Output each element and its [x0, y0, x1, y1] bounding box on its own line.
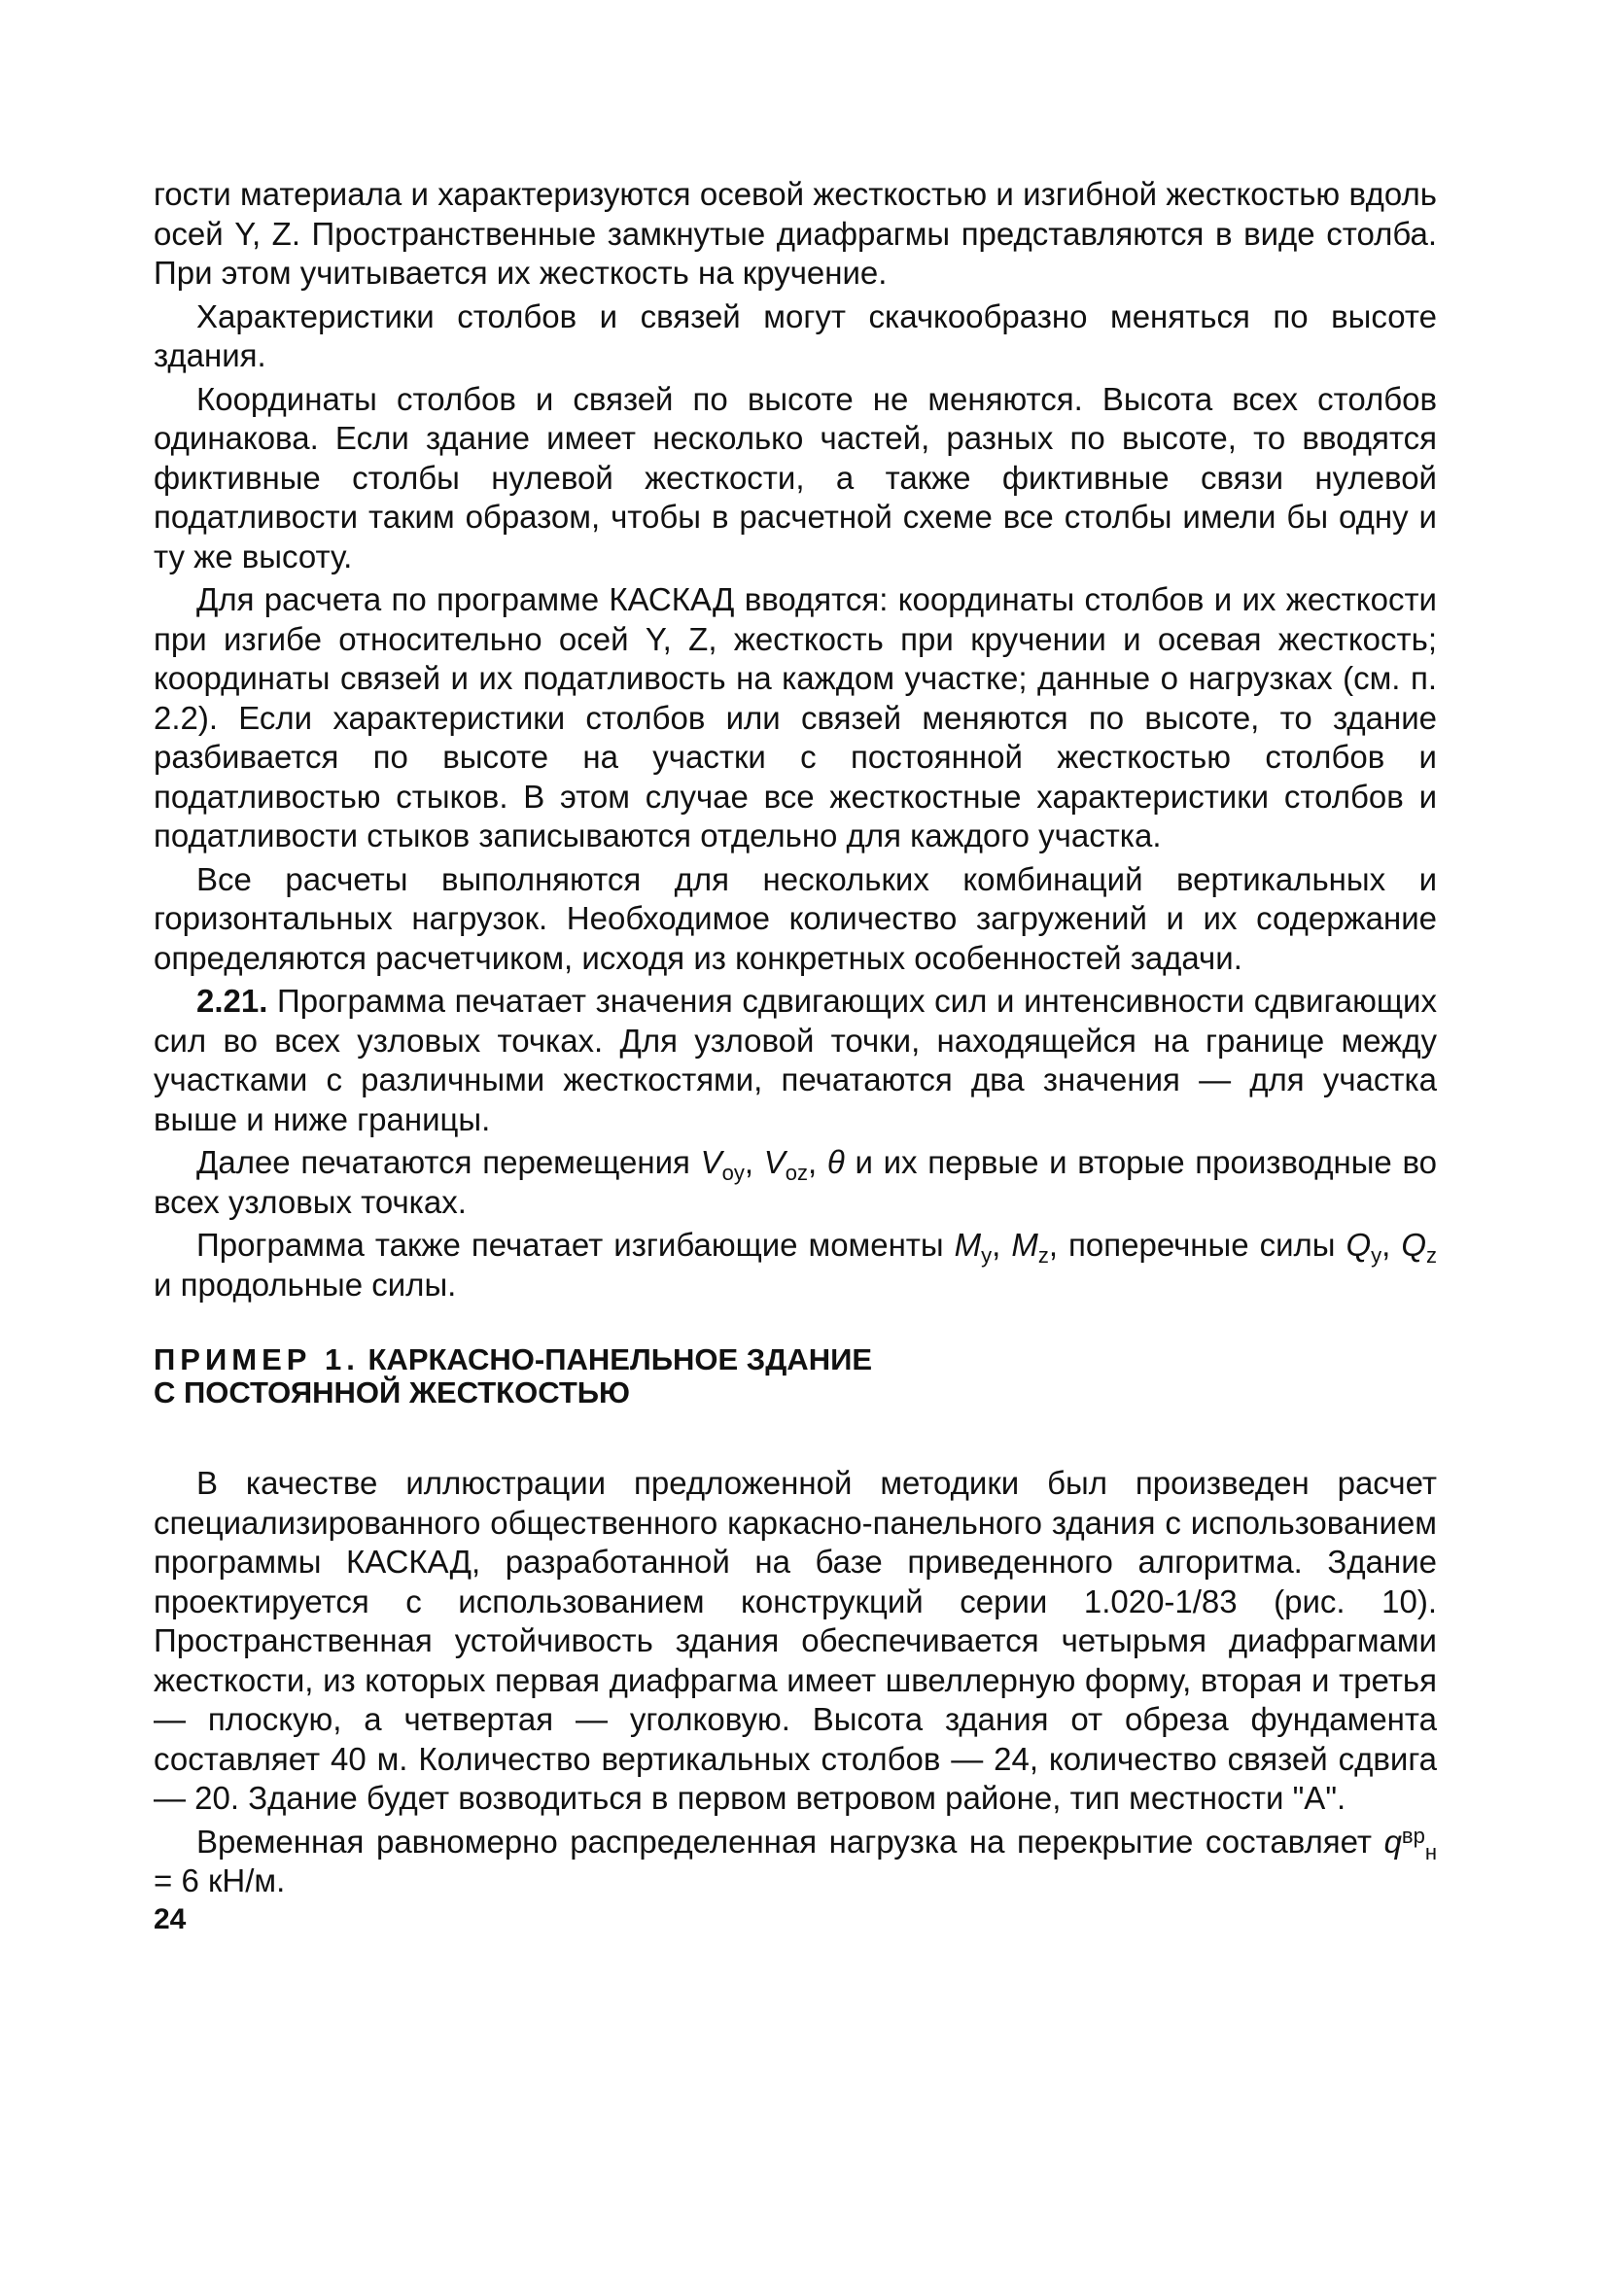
example-label: ПРИМЕР 1.: [154, 1342, 360, 1376]
math-var: M: [954, 1227, 982, 1263]
text-segment: поперечные силы: [1068, 1227, 1336, 1263]
paragraph-7: Далее печатаются перемещения $V_{oy}$, $V_{oz}$, θ и их первые и вторые производные во всех узловых точках.: [154, 1144, 1437, 1220]
paragraph-3: Координаты столбов и связей по высоте не меняются. Высота всех столбов одинакова. Если здание имеет несколько частей, разных по высоте, то вводятся фиктивные столбы нулевой жесткости, а также фиктивные связи нулевой податливости таким образом, чтобы в расчетной схеме все столбы имели бы одну и ту же высоту.: [154, 380, 1437, 574]
text-segment: и их первые и вторые производные во всех узловых точках.: [154, 1144, 1437, 1220]
math-var: θ: [826, 1144, 845, 1180]
clause-text: Программа печатает значения сдвигающих сил и интенсивности сдвигающих сил во всех узловых точках. Для узловой точки, находящейся на границе между участками с различными жесткостями, печатаются два значения — для участка выше и ниже границы.: [154, 983, 1437, 1137]
math-subscript: oy: [721, 1161, 745, 1185]
paragraph-10: [154, 1823, 1437, 1901]
math-var: M: [1011, 1227, 1038, 1263]
paragraph-4: Для расчета по программе КАСКАД вводятся: координаты столбов и их жесткости при изгибе относительно осей Y, Z, жесткость при кручении и осевая жесткость; координаты связей и их податливость на каждом участке; данные о нагрузках (см. п. 2.2). Если характеристики столбов или связей меняются по высоте, то здание разбивается по высоте на участки с постоянной жесткостью столбов и податливостью стыков. В этом случае все жесткостные характеристики столбов и податливости стыков записываются отдельно для каждого участка.: [154, 581, 1437, 853]
text-segment: Далее печатаются перемещения: [196, 1144, 690, 1180]
math-subscript: z: [1037, 1243, 1049, 1268]
math-subscript: y: [981, 1243, 993, 1268]
paragraph-6: [154, 982, 1437, 1139]
paragraph-2: Характеристики столбов и связей могут скачкообразно меняться по высоте здания.: [154, 297, 1437, 373]
math-var: Q: [1401, 1227, 1427, 1263]
paragraph-9: В качестве иллюстрации предложенной методики был произведен расчет специализированного общественного каркасно-панельного здания с использованием программы КАСКАД, разработанной на базе приведенного алгоритма. Здание проектируется с использованием конструкций серии 1.020-1/83 (рис. 10). Пространственная устойчивость здания обеспечивается четырьмя диафрагмами жесткости, из которых первая диафрагма имеет швеллерную форму, вторая и третья — плоскую, а четвертая — уголковую. Высота здания от обреза фундамента составляет 40 м. Количество вертикальных столбов — 24, количество связей сдвига — 20. Здание будет возводиться в первом ветровом районе, тип местности "А".: [154, 1465, 1437, 1816]
paragraph-1: гости материала и характеризуются осевой жесткостью и изгибной жесткостью вдоль осей Y, Z. Пространственные замкнутые диафрагмы представляются в виде столба. При этом учитывается их жесткость на кручение.: [154, 176, 1437, 291]
paragraph-8: Программа также печатает изгибающие моменты $M_y$, $M_z$, поперечные силы $Q_y$, $Q_z$ и продольные силы.: [154, 1227, 1438, 1303]
math-subscript: z: [1426, 1243, 1438, 1268]
page-number: 24: [154, 1902, 187, 1935]
math-var: q: [1383, 1823, 1402, 1860]
heading-line-2: С ПОСТОЯННОЙ ЖЕСТКОСТЬЮ: [154, 1375, 631, 1409]
math-superscript: вр: [1401, 1823, 1425, 1848]
math-var: V: [763, 1144, 786, 1180]
math-var: Q: [1346, 1227, 1372, 1263]
section-heading: [154, 1343, 1437, 1409]
math-subscript: y: [1371, 1243, 1382, 1268]
text-segment: и продольные силы.: [154, 1266, 457, 1303]
text-segment: Программа также печатает изгибающие моменты: [196, 1227, 944, 1263]
clause-number: 2.21.: [196, 983, 268, 1019]
paragraph-5: Все расчеты выполняются для нескольких комбинаций вертикальных и горизонтальных нагрузок. Необходимое количество загружений и их содержание определяются расчетчиком, исходя из конкретных особенностей задачи.: [154, 860, 1437, 976]
math-var: V: [700, 1144, 722, 1180]
math-subscript: н: [1424, 1839, 1438, 1864]
math-subscript: oz: [785, 1161, 808, 1185]
page-content: [154, 175, 1437, 1936]
text-segment: Временная равномерно распределенная нагрузка на перекрытие составляет: [196, 1823, 1373, 1860]
heading-line-1: КАРКАСНО-ПАНЕЛЬНОЕ ЗДАНИЕ: [367, 1342, 873, 1376]
text-segment: = 6 кН/м.: [154, 1862, 286, 1898]
